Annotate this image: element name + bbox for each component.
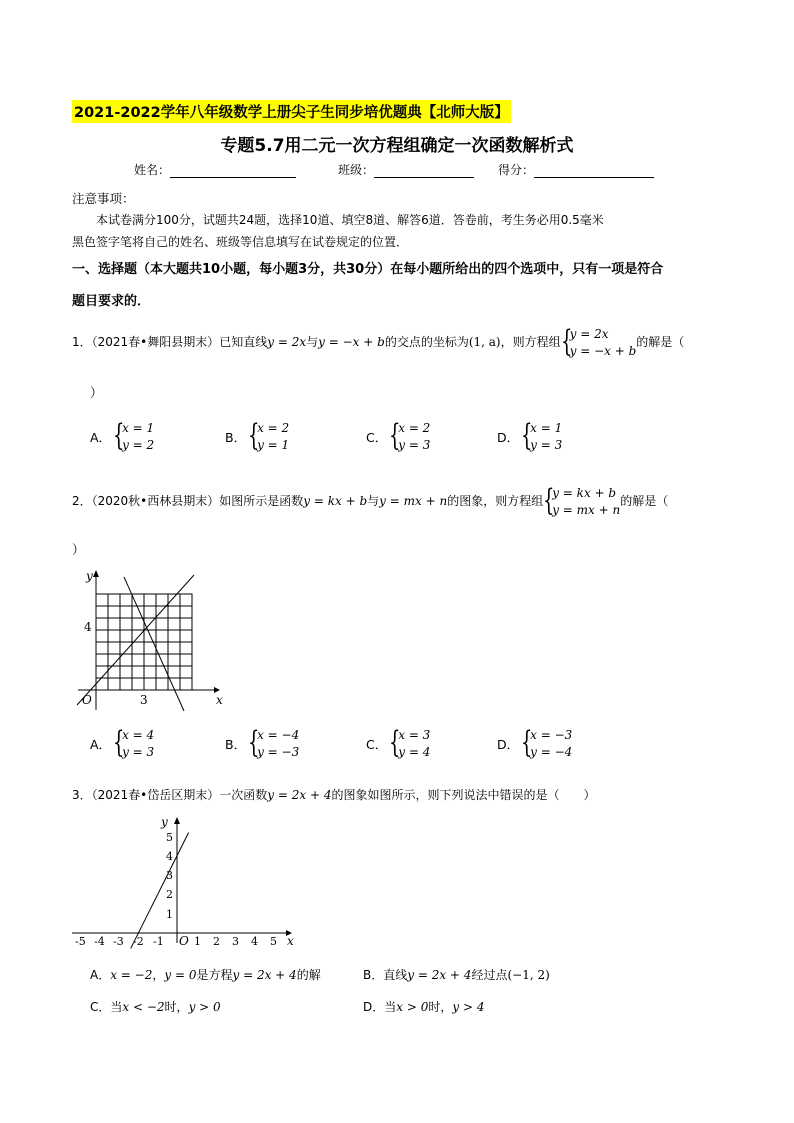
q3-option-d-t4: y > 4: [452, 1000, 485, 1014]
q3-option-c-t2: x < −2: [122, 1000, 165, 1014]
q2-x-tick-3: 3: [140, 693, 148, 707]
q3-option-d-t1: 当: [384, 1000, 397, 1014]
q2-eq2: y = mx + n: [379, 494, 448, 508]
name-blank[interactable]: [170, 165, 296, 178]
q3-y-tick-2: 2: [166, 888, 173, 901]
q1-option-c-system: { x = 2 y = 3: [389, 418, 431, 453]
q1-system-row-2: y = −x + b: [569, 343, 637, 358]
q1-mid3: ，则方程组: [500, 335, 561, 349]
q2-y-tick-4: 4: [84, 620, 92, 634]
q1-option-a-system: { x = 1 y = 2: [113, 418, 155, 453]
q2-option-a-row-1: x = 4: [122, 728, 155, 742]
q2-option-b[interactable]: [225, 727, 299, 761]
q1-option-d-row-2: y = 3: [530, 438, 563, 452]
q2-system-row-2: y = mx + n: [552, 502, 621, 517]
q3-eq: y = 2x + 4: [267, 788, 332, 802]
q3-option-d-label: D．: [363, 1000, 385, 1014]
q2-option-b-row-2: y = −3: [257, 745, 300, 759]
q3-option-b[interactable]: [363, 966, 550, 983]
q1-option-d-row-1: x = 1: [530, 421, 563, 435]
q3-option-b-t1: 直线: [383, 968, 408, 982]
q3-graph: [70, 812, 300, 954]
class-field[interactable]: [338, 161, 474, 178]
q1-option-c[interactable]: [366, 420, 430, 454]
q1-option-b-label: B．: [225, 430, 247, 445]
q1-option-b-system: { x = 2 y = 1: [248, 418, 290, 453]
q3-suffix: 的图象如图所示，则下列说法中错误的是（ ）: [331, 788, 596, 802]
score-field[interactable]: [498, 161, 654, 178]
q2-option-d-system: { x = −3 y = −4: [521, 725, 573, 760]
q3-x-tick-neg2: -2: [133, 935, 144, 948]
q1-mid2: 的交点的坐标为: [384, 335, 469, 349]
q3-option-b-t3: 经过点: [471, 968, 508, 982]
q2-option-a-label: A．: [90, 737, 112, 752]
q2-y-arrow: [93, 570, 99, 577]
class-label: 班级：: [338, 163, 375, 177]
q3-option-c-t1: 当: [110, 1000, 123, 1014]
q1-system: { y = 2x y = −x + b: [560, 323, 637, 359]
q3-option-b-label: B．: [363, 968, 384, 982]
q3-prefix: 3．（2021春•岱岳区期末）一次函数: [72, 788, 268, 802]
q2-suffix: 的解是（: [620, 494, 669, 508]
q3-option-a-t5: y = 2x + 4: [232, 968, 297, 982]
q3-y-tick-1: 1: [166, 908, 173, 921]
q3-y-ticks: [166, 831, 173, 921]
q2-option-c-system: { x = 3 y = 4: [389, 725, 431, 760]
q3-option-a-t6: 的解: [296, 968, 321, 982]
q2-option-a-system: { x = 4 y = 3: [113, 725, 155, 760]
q3-option-a-t4: 是方程: [196, 968, 233, 982]
q3-y-label: y: [161, 815, 168, 829]
q1-prefix: 1．（2021春•舞阳县期末）已知直线: [72, 335, 268, 349]
q2-option-c-row-2: y = 4: [398, 745, 431, 759]
q2-origin-label: O: [82, 693, 92, 707]
q3-y-tick-5: 5: [166, 831, 173, 844]
q3-y-tick-4: 4: [166, 850, 173, 863]
question-3-stem: [72, 786, 595, 803]
q3-option-a-t3: y = 0: [164, 968, 197, 982]
q2-mid1: 与: [367, 494, 380, 508]
q2-eq1: y = kx + b: [303, 494, 368, 508]
q2-mid2: 的图象，则方程组: [447, 494, 544, 508]
name-label: 姓名：: [134, 163, 171, 177]
q3-line-y-2x-4: [131, 833, 189, 949]
q1-option-b-row-2: y = 1: [257, 438, 290, 452]
q2-option-b-system: { x = −4 y = −3: [248, 725, 300, 760]
q1-option-d[interactable]: [497, 420, 562, 454]
q1-option-d-system: { x = 1 y = 3: [521, 418, 563, 453]
section-heading-line-1: 一、选择题（本大题共10小题，每小题3分，共30分）在每小题所给出的四个选项中，只有一项是符合: [72, 262, 664, 277]
q3-y-tick-3: 3: [166, 869, 173, 882]
q3-x-tick-neg5: -5: [75, 935, 86, 948]
q1-eq2: y = −x + b: [318, 335, 385, 349]
score-blank[interactable]: [534, 165, 654, 178]
q3-option-a[interactable]: [90, 966, 321, 983]
q2-option-c[interactable]: [366, 727, 430, 761]
q1-option-a-label: A．: [90, 430, 112, 445]
q2-grid: [96, 594, 192, 690]
q2-option-b-label: B．: [225, 737, 247, 752]
q2-option-d-row-1: x = −3: [530, 728, 573, 742]
q2-option-a[interactable]: [90, 727, 154, 761]
q3-x-tick-3: 3: [232, 935, 239, 948]
series-banner: 2021-2022学年八年级数学上册尖子生同步培优题典【北师大版】: [72, 100, 511, 123]
q3-option-c-label: C．: [90, 1000, 111, 1014]
q3-x-tick-2: 2: [213, 935, 220, 948]
q1-suffix: 的解是（: [636, 335, 685, 349]
q3-option-b-t4: (−1, 2): [507, 968, 550, 982]
q3-x-tick-5: 5: [270, 935, 277, 948]
q2-system: { y = kx + b y = mx + n: [543, 482, 621, 518]
q3-y-arrow: [174, 817, 180, 824]
q1-option-a-row-1: x = 1: [122, 421, 155, 435]
q2-option-d-row-2: y = −4: [530, 745, 573, 759]
q1-eq1: y = 2x: [267, 335, 307, 349]
q3-option-c-t3: 时，: [164, 1000, 189, 1014]
q2-option-c-label: C．: [366, 737, 388, 752]
q3-origin-label: O: [179, 934, 189, 948]
q3-x-ticks: [75, 935, 277, 948]
q3-option-b-t2: y = 2x + 4: [407, 968, 472, 982]
q1-option-a[interactable]: [90, 420, 154, 454]
q1-option-c-label: C．: [366, 430, 388, 445]
q3-option-c-t4: y > 0: [188, 1000, 221, 1014]
q1-option-c-row-1: x = 2: [398, 421, 431, 435]
page-title: 专题5.7用二元一次方程组确定一次函数解析式: [220, 136, 574, 156]
q1-point: (1, a): [468, 335, 501, 349]
notice-heading: 注意事项：: [72, 191, 135, 206]
q1-option-d-label: D．: [497, 430, 520, 445]
notice-line-1: 本试卷满分100分，试题共24题，选择10道、填空8道、解答6道．答卷前，考生务必用0.5毫米: [96, 213, 604, 227]
q2-x-label: x: [216, 693, 223, 707]
q3-x-tick-1: 1: [194, 935, 201, 948]
q1-option-c-row-2: y = 3: [398, 438, 431, 452]
q3-option-d-t2: x > 0: [396, 1000, 429, 1014]
q3-x-tick-4: 4: [251, 935, 258, 948]
q1-option-a-row-2: y = 2: [122, 438, 155, 452]
q2-option-d-label: D．: [497, 737, 520, 752]
q1-option-b[interactable]: [225, 420, 289, 454]
q3-option-d[interactable]: [363, 998, 484, 1015]
q2-prefix: 2．（2020秋•西林县期末）如图所示是函数: [72, 494, 304, 508]
q2-option-b-row-1: x = −4: [257, 728, 300, 742]
q3-option-a-label: A．: [90, 968, 111, 982]
q3-x-tick-neg1: -1: [153, 935, 164, 948]
q1-close-paren: ）: [90, 385, 103, 400]
q2-close-paren: ）: [72, 542, 85, 557]
q2-system-row-1: y = kx + b: [552, 485, 617, 500]
notice-line-2: 黑色签字笔将自己的姓名、班级等信息填写在试卷规定的位置．: [72, 235, 409, 249]
section-heading-line-2: 题目要求的．: [72, 294, 151, 309]
q3-option-a-t2: ，: [152, 968, 165, 982]
score-label: 得分：: [498, 163, 535, 177]
question-1-stem: [72, 325, 684, 360]
q3-option-c[interactable]: [90, 998, 221, 1015]
q3-x-tick-neg3: -3: [113, 935, 124, 948]
q2-option-d[interactable]: [497, 727, 572, 761]
q2-line-mx-n: [124, 577, 184, 711]
name-field[interactable]: [134, 161, 296, 178]
question-2-stem: [72, 484, 668, 519]
q3-option-a-t1: x = −2: [110, 968, 153, 982]
q2-option-a-row-2: y = 3: [122, 745, 155, 759]
q3-x-tick-neg4: -4: [94, 935, 105, 948]
q2-graph: [74, 565, 234, 715]
q1-option-b-row-1: x = 2: [257, 421, 290, 435]
q3-option-d-t3: 时，: [428, 1000, 453, 1014]
q2-option-c-row-1: x = 3: [398, 728, 431, 742]
q2-y-label: y: [86, 569, 93, 583]
q1-mid1: 与: [306, 335, 319, 349]
class-blank[interactable]: [374, 165, 474, 178]
q3-x-label: x: [287, 934, 294, 948]
q1-system-row-1: y = 2x: [569, 326, 609, 341]
